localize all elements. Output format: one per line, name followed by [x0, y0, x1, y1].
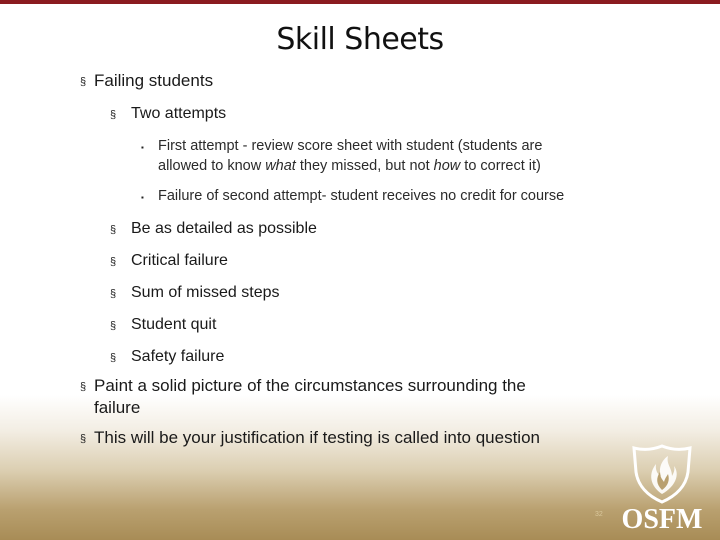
slide-title: Skill Sheets [276, 22, 444, 57]
bullet-text-seg: to correct it) [460, 158, 541, 174]
bullet-text-line-2: failure [94, 398, 141, 417]
bullet-marker: § [110, 224, 117, 236]
bullet-failing-students [80, 70, 213, 93]
page-number: 32 [595, 511, 603, 518]
bullet-text: Two attempts [131, 105, 227, 122]
bullet-marker: § [110, 320, 117, 332]
bullet-text: Failure of second attempt- student receives no credit for course [158, 188, 565, 204]
bullet-missed-steps [110, 282, 280, 305]
bullet-text: Student quit [131, 316, 217, 333]
logo-text: OSFM [621, 504, 703, 534]
bullet-student-quit [110, 314, 216, 337]
bullet-text: Sum of missed steps [131, 284, 280, 301]
bullet-detailed [110, 218, 317, 241]
bullet-text: Be as detailed as possible [131, 220, 317, 237]
bullet-marker: § [110, 109, 117, 121]
bullet-text: Safety failure [131, 348, 225, 365]
bullet-text: Failing students [94, 71, 214, 90]
bullet-safety-failure [110, 346, 224, 369]
bullet-text: This will be your justification if testing is called into question [94, 428, 540, 447]
bullet-marker: § [110, 256, 117, 268]
bullet-second-attempt [141, 186, 564, 208]
bullet-marker: § [110, 352, 117, 364]
bullet-text-seg: allowed to know [158, 158, 266, 174]
emphasis-what: what [265, 158, 296, 174]
osfm-logo [612, 442, 712, 534]
bullet-text-line-1: Paint a solid picture of the circumstances surrounding the [94, 376, 526, 395]
bullet-text [158, 136, 542, 176]
bullet-marker: ▪ [141, 193, 144, 202]
bullet-text [94, 375, 526, 419]
bullet-first-attempt [141, 136, 542, 176]
bullet-marker: § [80, 433, 87, 445]
bullet-text-line-1: First attempt - review score sheet with student (students are [158, 138, 543, 154]
bullet-marker: § [110, 288, 117, 300]
bullet-justification [80, 427, 540, 450]
bullet-two-attempts [110, 103, 226, 126]
bullet-text: Critical failure [131, 252, 228, 269]
bullet-marker: § [80, 76, 87, 88]
bullet-critical-failure [110, 250, 228, 273]
bullet-marker: ▪ [141, 143, 144, 152]
bullet-paint-picture [80, 375, 526, 419]
bullet-marker: § [80, 381, 87, 393]
bullet-text-seg: they missed, but not [295, 158, 434, 174]
emphasis-how: how [433, 158, 461, 174]
top-accent-rule [0, 0, 720, 4]
